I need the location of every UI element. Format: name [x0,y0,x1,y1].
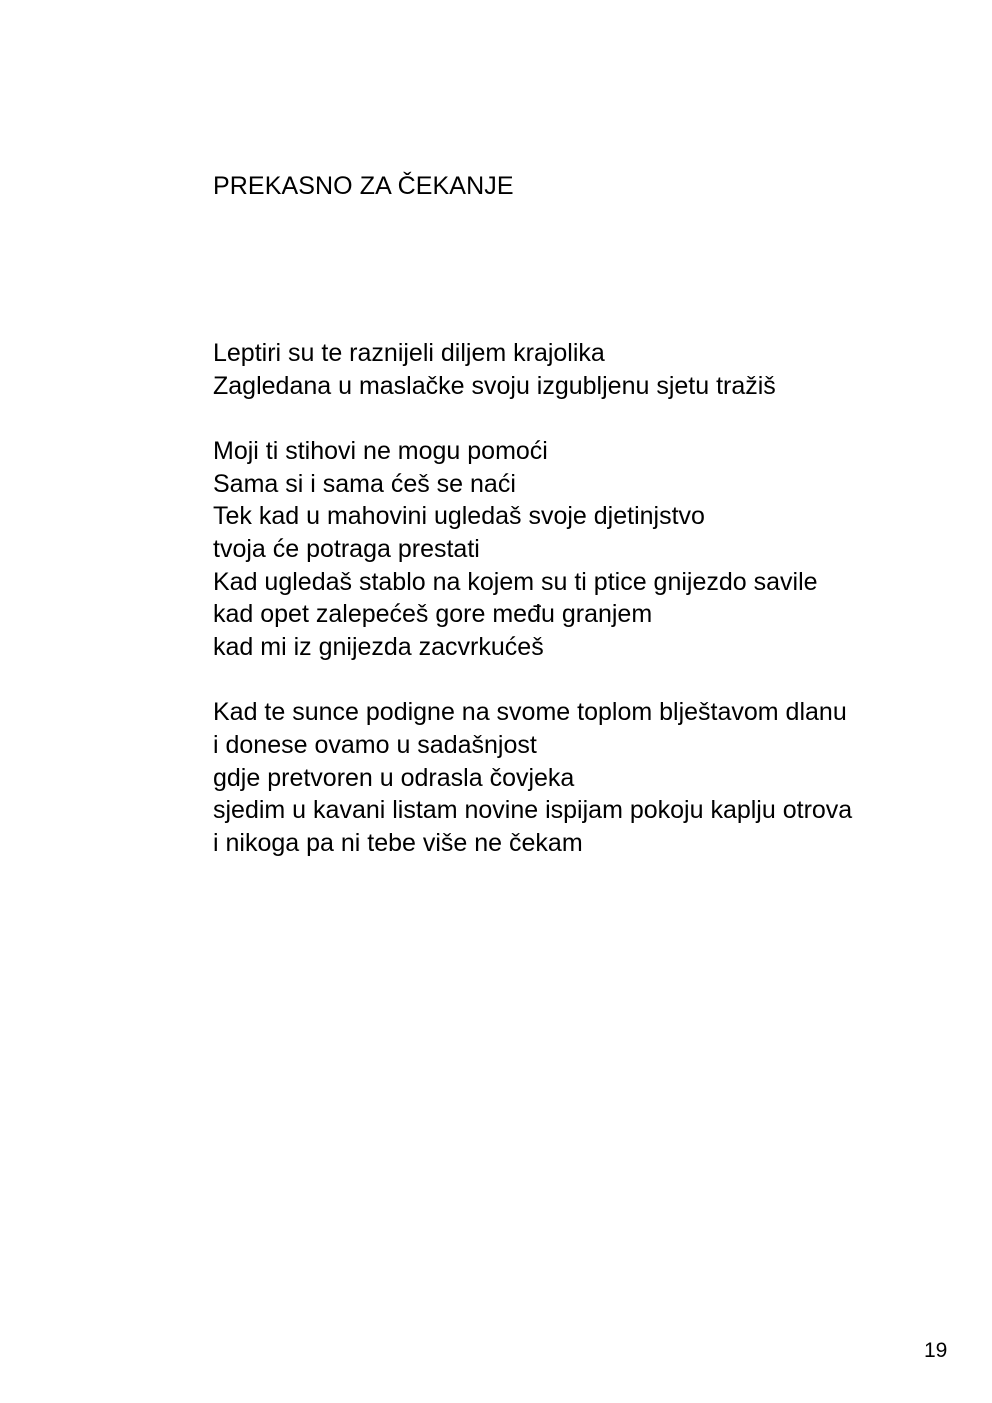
poem-body [213,337,953,892]
poem-line: Zagledana u maslačke svoju izgubljenu sjetu tražiš [213,371,776,400]
poem-line: Moji ti stihovi ne mogu pomoći [213,437,548,466]
page-number: 19 [924,1339,948,1362]
poem-line: Kad ugledaš stablo na kojem su ti ptice gnijezdo savile [213,567,818,596]
poem-line: kad opet zalepećeš gore među granjem [213,600,653,629]
poem-line: Kad te sunce podigne na svome toplom blještavom dlanu [213,698,847,727]
poem-line: Tek kad u mahovini ugledaš svoje djetinjstvo [213,502,705,531]
poem-line: sjedim u kavani listam novine ispijam pokoju kaplju otrova [213,796,853,825]
poem-line: i nikoga pa ni tebe više ne čekam [213,828,583,857]
stanza-2 [213,435,953,663]
poem-line: gdje pretvoren u odrasla čovjeka [213,763,575,792]
poem-line: Leptiri su te raznijeli diljem krajolika [213,339,605,367]
poem-title: PREKASNO ZA ČEKANJE [213,172,514,200]
poem-line: kad mi iz gnijezda zacvrkućeš [213,632,544,661]
poem-line: tvoja će potraga prestati [213,534,480,563]
poem-line: i donese ovamo u sadašnjost [213,730,537,759]
stanza-1 [213,337,953,402]
poem-line: Sama si i sama ćeš se naći [213,469,516,498]
stanza-3 [213,696,953,859]
